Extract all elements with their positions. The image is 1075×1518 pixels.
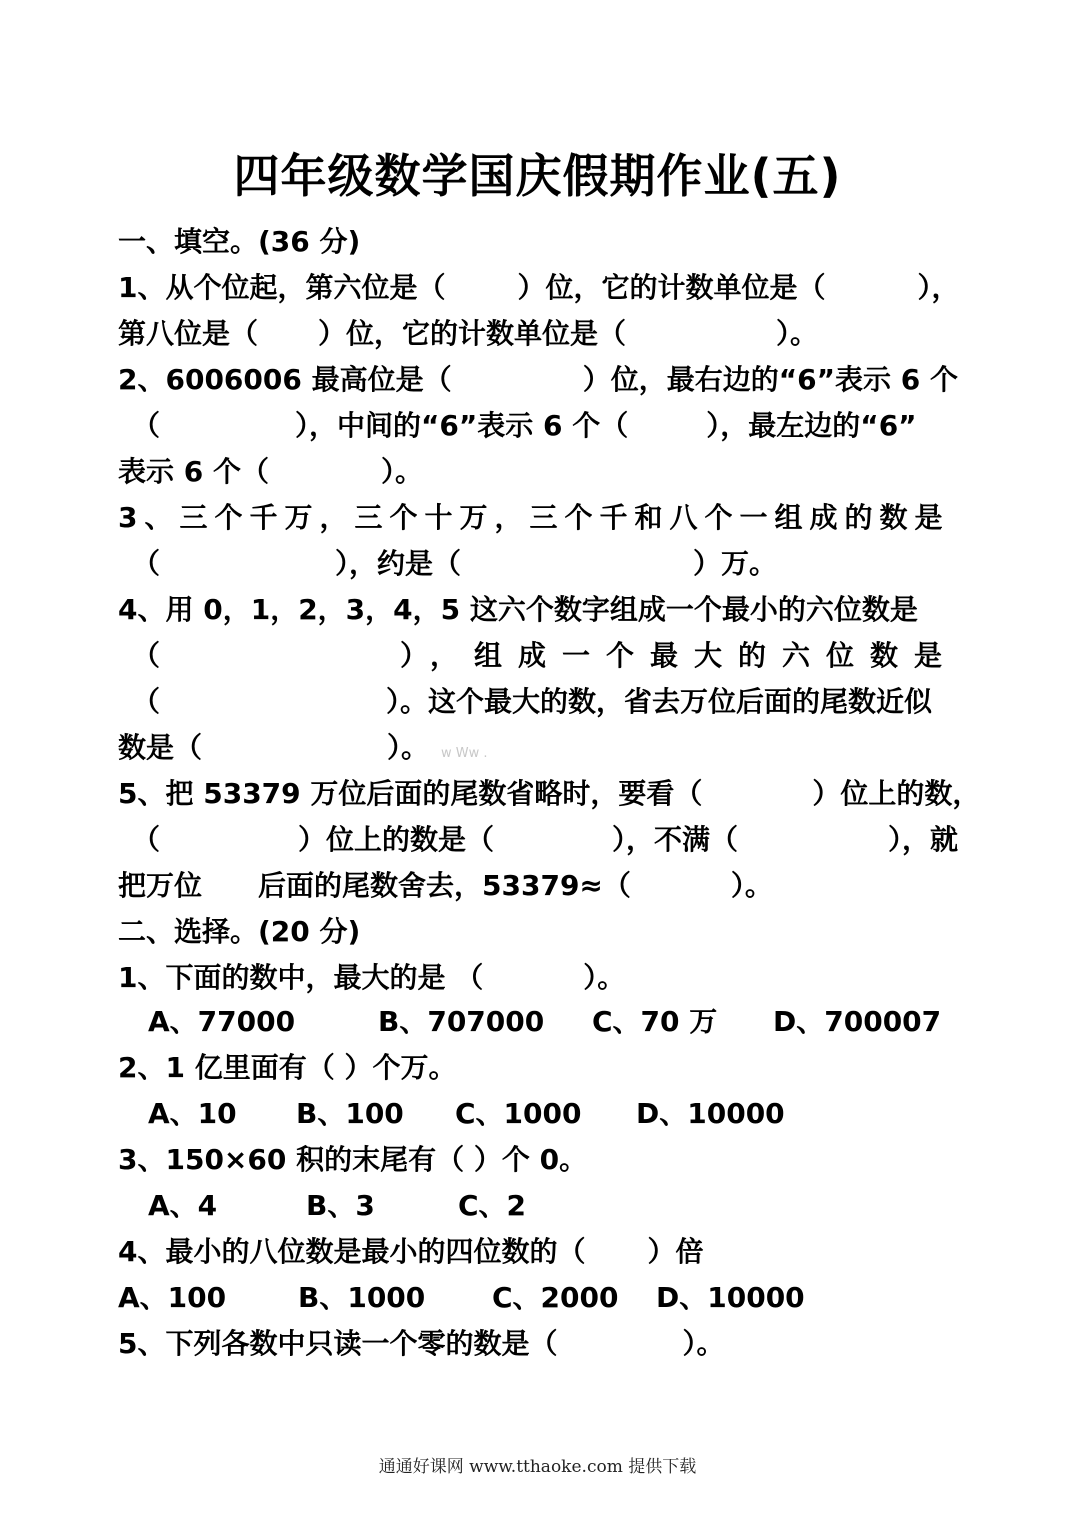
question-1-1-line-2: 第八位是（ ）位，它的计数单位是（ ）。: [118, 317, 819, 350]
option-c: C、2: [458, 1189, 527, 1222]
option-d: D、10000: [656, 1281, 805, 1314]
watermark-text: w Ww .: [441, 746, 488, 761]
section-heading-multiple-choice: 二、选择。(20 分): [118, 915, 361, 948]
question-1-2-line-3: 表示 6 个（ ）。: [118, 455, 423, 488]
option-b: B、100: [296, 1097, 404, 1130]
question-1-5-line-2: （ ）位上的数是（ ），不满（ ），就: [132, 823, 958, 856]
question-1-2-line-2: （ ），中间的“6”表示 6 个（ ），最左边的“6”: [132, 409, 917, 442]
question-1-3-line-2: （ ），约是（ ）万。: [132, 547, 778, 580]
question-1-1-line-1: [118, 268, 958, 308]
option-a: A、100: [118, 1281, 227, 1314]
question-1-4-line-1: 4、用 0，1，2，3，4，5 这六个数字组成一个最小的六位数是: [118, 593, 918, 626]
option-a: A、4: [148, 1189, 218, 1222]
question-2-3: 3、150×60 积的末尾有（ ）个 0。: [118, 1143, 588, 1176]
option-b: B、1000: [298, 1281, 426, 1314]
option-b: B、707000: [378, 1005, 545, 1038]
option-c: C、70 万: [592, 1005, 718, 1038]
q-text: 1、从个位起，第六位是（ ）位，它的计数单位是（: [118, 271, 826, 304]
question-1-4-line-4: 数是（ ）。 w Ww .: [118, 731, 488, 764]
q-text: ），: [917, 271, 960, 304]
question-1-2-line-1: 2、6006006 最高位是（ ）位，最右边的“6”表示 6 个: [118, 363, 958, 396]
option-c: C、1000: [455, 1097, 582, 1130]
question-2-4: 4、最小的八位数是最小的四位数的（ ）倍: [118, 1235, 704, 1268]
question-1-4-line-2: （ ），组成一个最大的六位数是: [132, 639, 959, 672]
option-d: D、700007: [773, 1005, 942, 1038]
page-title: 四年级数学国庆假期作业(五): [233, 149, 842, 203]
option-c: C、2000: [492, 1281, 619, 1314]
question-1-3-line-1: 3、三个千万，三个十万，三个千和八个一组成的数是: [118, 501, 950, 534]
option-a: A、77000: [148, 1005, 296, 1038]
option-d: D、10000: [636, 1097, 785, 1130]
option-a: A、10: [148, 1097, 237, 1130]
section-heading-fill-blank: 一、填空。(36 分): [118, 225, 361, 258]
question-1-4-line-3: （ ）。这个最大的数，省去万位后面的尾数近似: [132, 685, 933, 718]
question-1-5-line-3: 把万位 后面的尾数舍去，53379≈（ ）。: [118, 869, 773, 902]
question-2-1: 1、下面的数中，最大的是 （ ）。: [118, 961, 626, 994]
question-2-2: 2、1 亿里面有（ ）个万。: [118, 1051, 457, 1084]
option-b: B、3: [306, 1189, 375, 1222]
question-1-5-line-1: 5、把 53379 万位后面的尾数省略时，要看（ ）位上的数，: [118, 777, 981, 810]
footer-download-note: 通通好课网 www.tthaoke.com 提供下载: [378, 1457, 697, 1477]
question-2-5: 5、下列各数中只读一个零的数是（ ）。: [118, 1327, 725, 1360]
